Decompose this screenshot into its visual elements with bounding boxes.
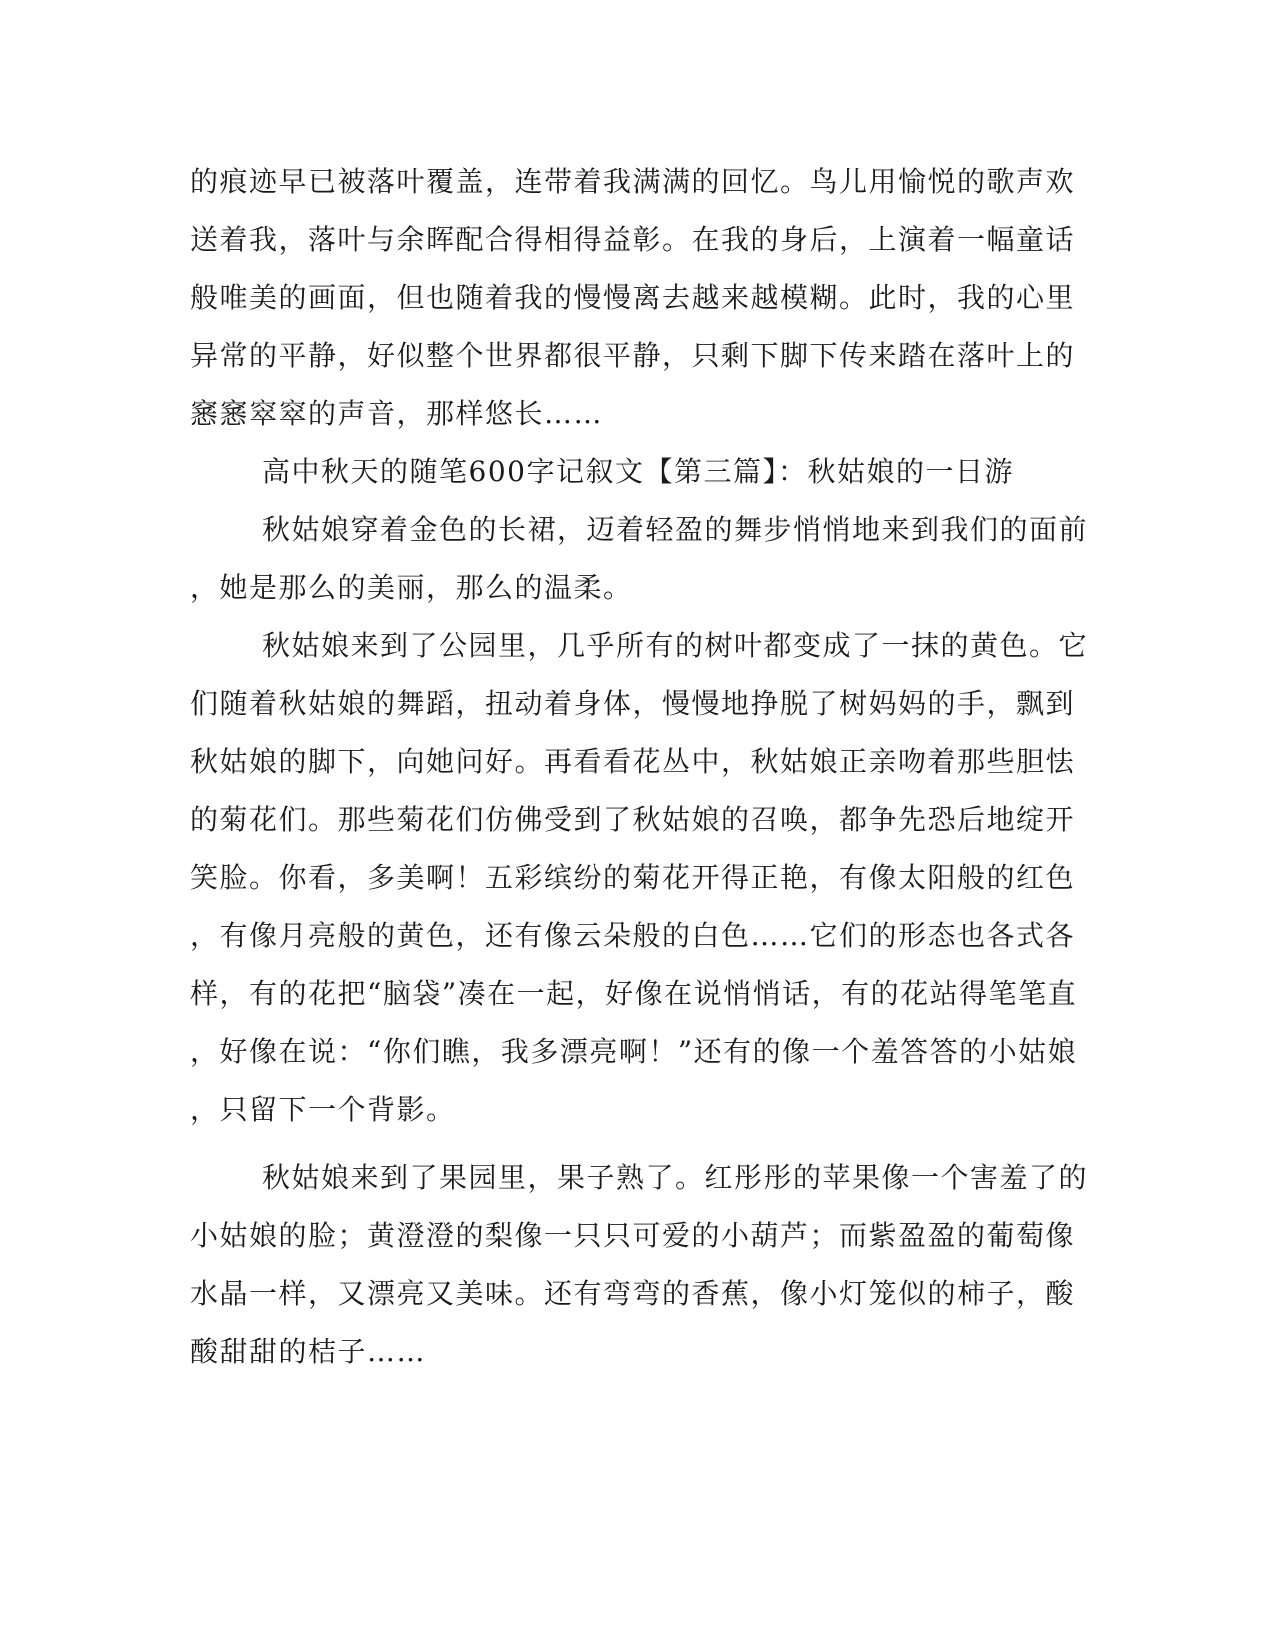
text-line: 秋姑娘来到了果园里，果子熟了。红彤彤的苹果像一个害羞了的 (262, 1161, 1089, 1194)
text-line: 水晶一样，又漂亮又美味。还有弯弯的香蕉，像小灯笼似的柿子，酸 (190, 1277, 1076, 1310)
text-line: 异常的平静，好似整个世界都很平静，只剩下脚下传来踏在落叶上的 (190, 339, 1076, 372)
text-line: ，只留下一个背影。 (190, 1093, 456, 1126)
text-line: 笑脸。你看，多美啊！五彩缤纷的菊花开得正艳，有像太阳般的红色 (190, 861, 1076, 894)
text-line: 酸甜甜的桔子…… (190, 1335, 427, 1368)
section-heading: 高中秋天的随笔600字记叙文【第三篇】：秋姑娘的一日游 (262, 455, 1014, 488)
text-line: 小姑娘的脸；黄澄澄的梨像一只只可爱的小葫芦；而紫盈盈的葡萄像 (190, 1219, 1076, 1252)
text-line: 送着我，落叶与余晖配合得相得益彰。在我的身后，上演着一幅童话 (190, 223, 1076, 256)
text-line: 们随着秋姑娘的舞蹈，扭动着身体，慢慢地挣脱了树妈妈的手，飘到 (190, 687, 1076, 720)
text-line: 的菊花们。那些菊花们仿佛受到了秋姑娘的召唤，都争先恐后地绽开 (190, 803, 1076, 836)
text-line: 秋姑娘的脚下，向她问好。再看看花丛中，秋姑娘正亲吻着那些胆怯 (190, 745, 1076, 778)
text-line: ，有像月亮般的黄色，还有像云朵般的白色……它们的形态也各式各 (190, 919, 1076, 952)
text-line: 样，有的花把“脑袋”凑在一起，好像在说悄悄话，有的花站得笔笔直 (190, 977, 1078, 1010)
text-line: 窸窸窣窣的声音，那样悠长…… (190, 397, 604, 430)
text-line: ，她是那么的美丽，那么的温柔。 (190, 571, 633, 604)
text-line: 秋姑娘来到了公园里，几乎所有的树叶都变成了一抹的黄色。它 (262, 629, 1089, 662)
text-line: 般唯美的画面，但也随着我的慢慢离去越来越模糊。此时，我的心里 (190, 281, 1076, 314)
text-line: ，好像在说：“你们瞧，我多漂亮啊！”还有的像一个羞答答的小姑娘 (190, 1035, 1078, 1068)
text-line: 的痕迹早已被落叶覆盖，连带着我满满的回忆。鸟儿用愉悦的歌声欢 (190, 165, 1076, 198)
text-line: 秋姑娘穿着金色的长裙，迈着轻盈的舞步悄悄地来到我们的面前 (262, 513, 1089, 546)
